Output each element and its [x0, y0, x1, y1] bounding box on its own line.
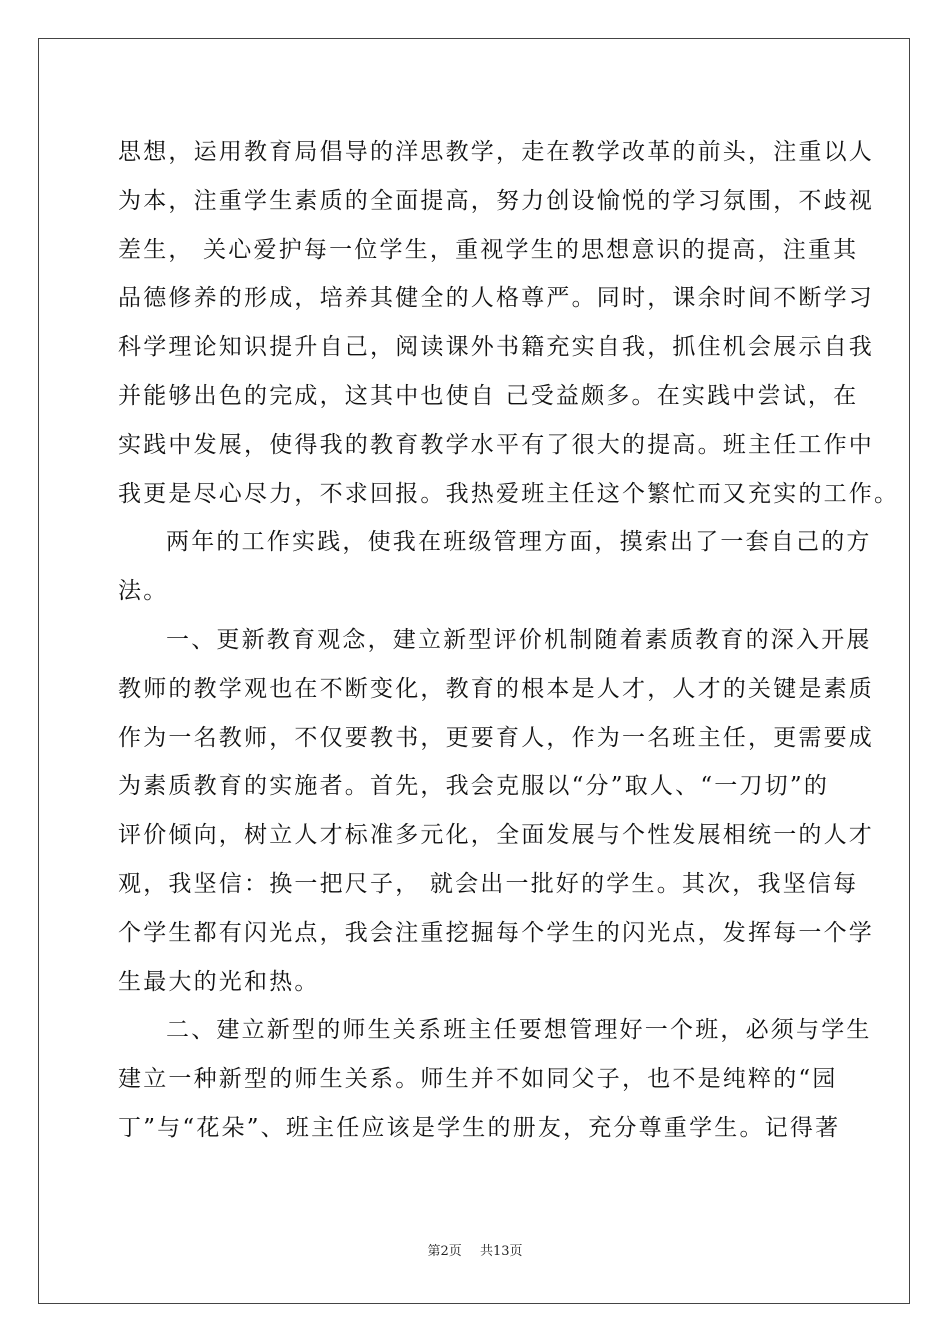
text-line: 并能够出色的完成，这其中也使自 己受益颇多。在实践中尝试，在 — [118, 382, 859, 409]
text-line: 建立一种新型的师生关系。师生并不如同父子，也不是纯粹的“园 — [118, 1066, 838, 1093]
total-pages: 共13页 — [479, 1244, 523, 1259]
text-line: 思想，运用教育局倡导的洋思教学，走在教学改革的前头，注重以人 — [118, 139, 874, 165]
text-line: 个学生都有闪光点，我会注重挖掘每个学生的闪光点，发挥每一个学 — [118, 919, 874, 946]
text-line: 一、更新教育观念，建立新型评价机制随着素质教育的深入开展 — [166, 626, 872, 653]
text-line: 评价倾向，树立人才标准多元化，全面发展与个性发展相统一的人才 — [118, 822, 874, 849]
text-line: 差生， 关心爱护每一位学生，重视学生的思想意识的提高，注重其 — [118, 236, 859, 263]
page-footer — [0, 1240, 950, 1259]
page-number: 第2页 — [427, 1244, 462, 1259]
text-line: 我更是尽心尽力，不求回报。我热爱班主任这个繁忙而又充实的工作。 — [118, 480, 900, 507]
text-line: 丁”与“花朵”、班主任应该是学生的册友，充分尊重学生。记得著 — [118, 1114, 841, 1141]
document-body — [118, 128, 900, 1153]
text-line: 品德修养的形成，培养其健全的人格尊严。同时，课余时间不断学习 — [118, 285, 874, 312]
text-line: 为素质教育的实施者。首先，我会克服以“分”取人、“一刀切”的 — [118, 773, 830, 800]
text-line: 法。 — [118, 578, 169, 605]
text-line: 观，我坚信：换一把尺子， 就会出一批好的学生。其次，我坚信每 — [118, 870, 859, 897]
text-line: 生最大的光和热。 — [118, 968, 320, 995]
text-line: 两年的工作实践，使我在班级管理方面，摸索出了一套自己的方 — [166, 529, 872, 556]
text-line: 为本，注重学生素质的全面提高，努力创设愉悦的学习氛围，不歧视 — [118, 187, 874, 214]
text-line: 二、建立新型的师生关系班主任要想管理好一个班，必须与学生 — [166, 1017, 872, 1044]
text-line: 作为一名教师，不仅要教书，更要育人，作为一名班主任，更需要成 — [118, 724, 874, 751]
text-line: 实践中发展，使得我的教育教学水平有了很大的提高。班主任工作中 — [118, 431, 874, 458]
text-line: 科学理论知识提升自己，阅读课外书籍充实自我，抓住机会展示自我 — [118, 334, 874, 361]
text-line: 教师的教学观也在不断变化，教育的根本是人才，人才的关键是素质 — [118, 675, 874, 702]
